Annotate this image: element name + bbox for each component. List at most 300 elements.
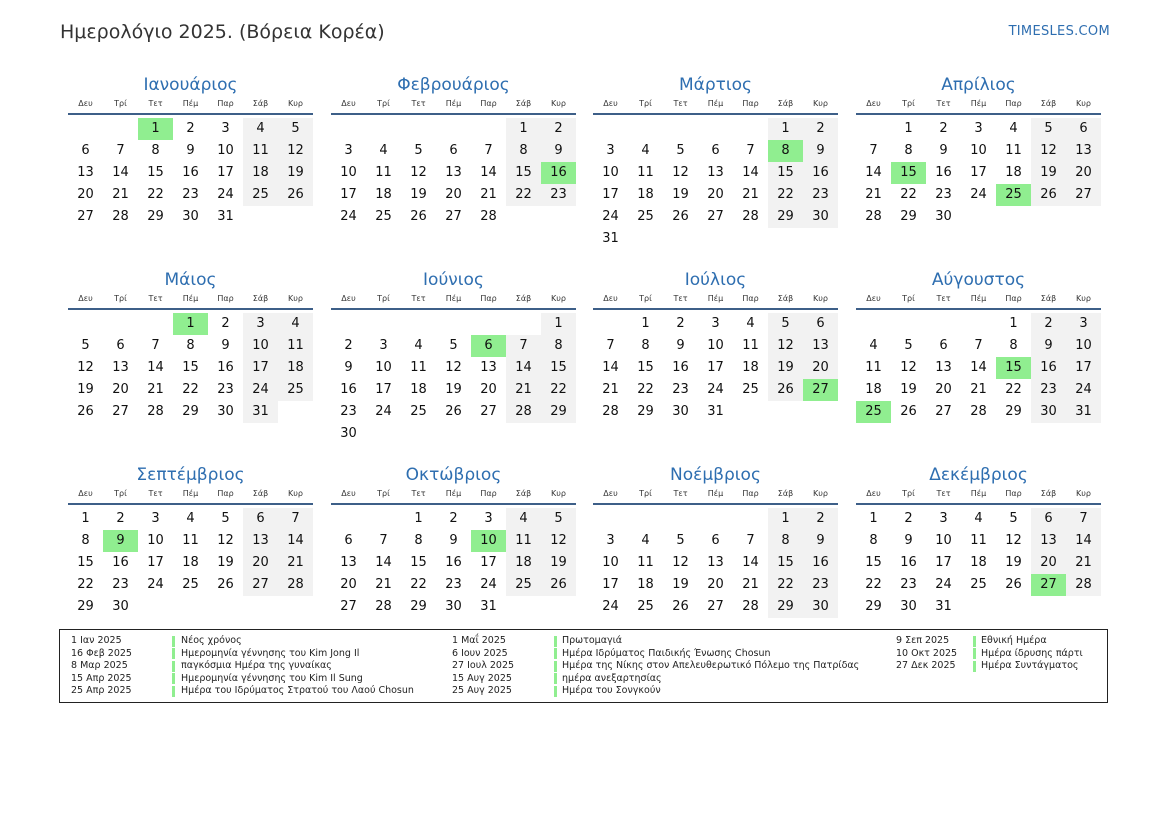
day-cell: 30 (445, 599, 462, 614)
day-cell: 2 (1031, 313, 1066, 335)
day-cell: 26 (1031, 184, 1066, 206)
day-cell: 25 (278, 379, 313, 401)
day-cell: 1 (81, 511, 90, 526)
day-cell: 18 (742, 360, 759, 375)
weekday-label: Παρ (480, 294, 497, 303)
holiday-date: 1 Ιαν 2025 (71, 635, 122, 646)
day-cell: 17 (1066, 357, 1101, 379)
weekday-label: Κυρ (1076, 294, 1091, 303)
day-cell: 1 (768, 118, 803, 140)
holiday-legend (59, 629, 1108, 703)
day-cell: 25 (410, 404, 427, 419)
day-cell: 22 (1005, 382, 1022, 397)
day-cell: 27 (1066, 184, 1101, 206)
weekday-label: Σάβ (515, 294, 532, 303)
day-cell: 2 (676, 316, 685, 331)
day-grid (856, 505, 1101, 618)
weekday-header (68, 487, 313, 505)
weekday-label: Πέμ (970, 99, 987, 108)
weekday-header (331, 487, 576, 505)
holiday-date: 10 Οκτ 2025 (896, 647, 958, 659)
weekday-label: Παρ (742, 489, 759, 498)
empty-cell (593, 118, 628, 140)
day-cell: 9 (939, 143, 948, 158)
day-cell: 31 (707, 404, 724, 419)
day-cell: 4 (243, 118, 278, 140)
day-cell: 28 (278, 574, 313, 596)
day-cell: 1 (506, 118, 541, 140)
day-cell: 11 (865, 360, 882, 375)
empty-cell (698, 508, 733, 530)
day-cell: 25 (182, 577, 199, 592)
month-calendar (856, 73, 1101, 228)
holiday-day-cell: 6 (471, 335, 506, 357)
empty-cell (331, 508, 366, 530)
weekday-label: Παρ (742, 99, 759, 108)
day-cell: 23 (672, 382, 689, 397)
day-cell: 30 (1031, 401, 1066, 423)
weekday-label: Τρί (639, 294, 652, 303)
day-cell: 17 (602, 577, 619, 592)
holiday-marker (554, 686, 557, 697)
day-grid (331, 505, 576, 618)
day-cell: 20 (707, 187, 724, 202)
day-cell: 8 (81, 533, 90, 548)
day-cell: 6 (711, 533, 720, 548)
weekday-label: Πέμ (445, 99, 462, 108)
day-cell: 16 (900, 555, 917, 570)
day-cell: 5 (81, 338, 90, 353)
day-cell: 28 (147, 404, 164, 419)
site-link[interactable]: TIMESLES.COM (1008, 24, 1110, 39)
month-title: Μάρτιος (678, 75, 753, 95)
holiday-marker (172, 661, 175, 672)
day-cell: 14 (742, 555, 759, 570)
day-cell: 30 (182, 209, 199, 224)
weekday-label: Τρί (377, 294, 390, 303)
day-cell: 21 (480, 187, 497, 202)
day-cell: 14 (278, 530, 313, 552)
month-title: Ιούνιος (423, 270, 484, 290)
day-cell: 13 (77, 165, 94, 180)
day-cell: 8 (541, 335, 576, 357)
holiday-name: Εθνική Ημέρα (981, 635, 1047, 646)
day-cell: 7 (379, 533, 388, 548)
day-cell: 28 (970, 404, 987, 419)
holiday-name: Πρωτομαγιά (562, 635, 623, 646)
holiday-marker (973, 648, 976, 659)
day-cell: 29 (865, 599, 882, 614)
month-calendar (856, 463, 1101, 618)
day-cell: 18 (506, 552, 541, 574)
weekday-label: Πέμ (707, 489, 724, 498)
day-cell: 4 (641, 533, 650, 548)
day-grid (593, 505, 838, 618)
day-cell: 21 (375, 577, 392, 592)
day-cell: 24 (340, 209, 357, 224)
day-cell: 20 (803, 357, 838, 379)
day-cell: 11 (970, 533, 987, 548)
empty-cell (663, 508, 698, 530)
day-cell: 18 (865, 382, 882, 397)
day-cell: 20 (1066, 162, 1101, 184)
weekday-label: Δευ (341, 489, 356, 498)
day-cell: 14 (742, 165, 759, 180)
day-cell: 4 (186, 511, 195, 526)
day-cell: 15 (410, 555, 427, 570)
weekday-label: Κυρ (1076, 489, 1091, 498)
weekday-label: Σάβ (252, 99, 269, 108)
weekday-label: Δευ (341, 99, 356, 108)
day-grid (68, 310, 313, 423)
day-cell: 15 (865, 555, 882, 570)
day-cell: 27 (707, 209, 724, 224)
month-calendar (68, 268, 313, 423)
weekday-label: Σάβ (777, 294, 794, 303)
day-cell: 14 (147, 360, 164, 375)
day-cell: 18 (278, 357, 313, 379)
day-cell: 26 (768, 379, 803, 401)
day-cell: 24 (480, 577, 497, 592)
day-cell: 26 (217, 577, 234, 592)
holiday-marker (973, 636, 976, 647)
day-cell: 7 (606, 338, 615, 353)
month-title: Οκτώβριος (405, 465, 502, 485)
day-cell: 11 (1005, 143, 1022, 158)
day-cell: 12 (1005, 533, 1022, 548)
day-cell: 10 (375, 360, 392, 375)
day-cell: 6 (116, 338, 125, 353)
day-cell: 3 (606, 143, 615, 158)
day-cell: 22 (147, 187, 164, 202)
day-cell: 26 (445, 404, 462, 419)
day-cell: 20 (445, 187, 462, 202)
day-cell: 11 (410, 360, 427, 375)
day-cell: 11 (278, 335, 313, 357)
weekday-label: Δευ (866, 99, 881, 108)
weekday-label: Παρ (480, 99, 497, 108)
weekday-label: Τετ (936, 294, 951, 303)
day-cell: 22 (900, 187, 917, 202)
day-cell: 8 (869, 533, 878, 548)
day-cell: 3 (974, 121, 983, 136)
day-grid (593, 310, 838, 423)
weekday-label: Δευ (78, 489, 93, 498)
day-cell: 24 (1066, 379, 1101, 401)
weekday-label: Δευ (341, 294, 356, 303)
day-cell: 9 (904, 533, 913, 548)
holiday-marker (554, 661, 557, 672)
weekday-label: Κυρ (813, 294, 828, 303)
holiday-marker (973, 661, 976, 672)
empty-cell (103, 118, 138, 140)
day-grid (856, 310, 1101, 423)
weekday-label: Σάβ (252, 489, 269, 498)
holiday-day-cell: 8 (768, 140, 803, 162)
holiday-day-cell: 15 (996, 357, 1031, 379)
day-cell: 26 (410, 209, 427, 224)
day-cell: 7 (278, 508, 313, 530)
day-cell: 6 (243, 508, 278, 530)
day-cell: 30 (340, 426, 357, 441)
day-cell: 15 (768, 552, 803, 574)
day-cell: 12 (541, 530, 576, 552)
weekday-label: Σάβ (777, 99, 794, 108)
holiday-day-cell: 9 (103, 530, 138, 552)
weekday-label: Τετ (673, 99, 688, 108)
weekday-header (593, 487, 838, 505)
weekday-label: Τρί (902, 294, 915, 303)
month-title: Αύγουστος (931, 270, 1026, 290)
empty-cell (436, 313, 471, 335)
holiday-day-cell: 25 (856, 401, 891, 423)
day-cell: 8 (506, 140, 541, 162)
day-cell: 14 (375, 555, 392, 570)
day-cell: 24 (217, 187, 234, 202)
weekday-label: Δευ (603, 489, 618, 498)
day-cell: 20 (935, 382, 952, 397)
weekday-label: Πέμ (182, 489, 199, 498)
day-cell: 7 (869, 143, 878, 158)
holiday-name: Ημέρα Ιδρύματος Παιδικής Ένωσης Chosun (562, 647, 771, 659)
weekday-label: Παρ (217, 489, 234, 498)
day-cell: 30 (112, 599, 129, 614)
weekday-label: Παρ (480, 489, 497, 498)
day-cell: 13 (480, 360, 497, 375)
holiday-date: 8 Μαρ 2025 (71, 660, 128, 671)
weekday-label: Παρ (1005, 489, 1022, 498)
holiday-date: 1 Μαΐ 2025 (452, 635, 506, 646)
day-cell: 19 (278, 162, 313, 184)
day-cell: 20 (340, 577, 357, 592)
day-cell: 26 (900, 404, 917, 419)
day-cell: 9 (541, 140, 576, 162)
day-cell: 28 (1066, 574, 1101, 596)
weekday-label: Τετ (411, 294, 426, 303)
day-cell: 20 (480, 382, 497, 397)
month-calendar (593, 73, 838, 250)
day-cell: 16 (340, 382, 357, 397)
day-cell: 24 (602, 209, 619, 224)
empty-cell (891, 313, 926, 335)
empty-cell (926, 313, 961, 335)
day-cell: 13 (243, 530, 278, 552)
day-cell: 22 (182, 382, 199, 397)
day-cell: 25 (637, 599, 654, 614)
day-cell: 31 (217, 209, 234, 224)
weekday-label: Πέμ (707, 294, 724, 303)
holiday-date: 15 Απρ 2025 (71, 672, 132, 684)
month-title: Φεβρουάριος (397, 75, 510, 95)
day-cell: 2 (803, 508, 838, 530)
holiday-day-cell: 15 (891, 162, 926, 184)
empty-cell (856, 118, 891, 140)
weekday-label: Κυρ (288, 294, 303, 303)
day-cell: 9 (449, 533, 458, 548)
day-cell: 18 (637, 577, 654, 592)
empty-cell (471, 118, 506, 140)
weekday-header (331, 97, 576, 115)
weekday-label: Τρί (114, 99, 127, 108)
day-cell: 23 (445, 577, 462, 592)
weekday-label: Παρ (217, 99, 234, 108)
holiday-marker (172, 636, 175, 647)
holiday-date: 6 Ιουν 2025 (452, 647, 508, 659)
weekday-label: Τετ (411, 489, 426, 498)
day-cell: 3 (939, 511, 948, 526)
empty-cell (366, 118, 401, 140)
holiday-marker (554, 648, 557, 659)
weekday-header (856, 292, 1101, 310)
weekday-label: Τρί (377, 489, 390, 498)
empty-cell (68, 313, 103, 335)
day-grid (68, 115, 313, 228)
day-cell: 6 (1066, 118, 1101, 140)
day-cell: 21 (112, 187, 129, 202)
day-cell: 24 (602, 599, 619, 614)
weekday-header (331, 292, 576, 310)
day-cell: 10 (707, 338, 724, 353)
day-cell: 17 (935, 555, 952, 570)
day-cell: 2 (939, 121, 948, 136)
month-title: Δεκέμβριος (929, 465, 1028, 485)
day-cell: 5 (676, 143, 685, 158)
day-cell: 2 (221, 316, 230, 331)
month-calendar (331, 73, 576, 228)
day-cell: 19 (1031, 162, 1066, 184)
holiday-day-cell: 1 (138, 118, 173, 140)
day-cell: 12 (1031, 140, 1066, 162)
day-cell: 31 (480, 599, 497, 614)
day-cell: 12 (217, 533, 234, 548)
day-cell: 10 (602, 165, 619, 180)
day-cell: 6 (449, 143, 458, 158)
weekday-label: Τετ (148, 294, 163, 303)
day-cell: 12 (768, 335, 803, 357)
day-cell: 5 (1009, 511, 1018, 526)
holiday-name: ημέρα ανεξαρτησίας (562, 672, 662, 684)
empty-cell (733, 508, 768, 530)
day-cell: 27 (445, 209, 462, 224)
day-cell: 19 (445, 382, 462, 397)
day-cell: 26 (541, 574, 576, 596)
day-grid (856, 115, 1101, 228)
day-cell: 13 (803, 335, 838, 357)
day-cell: 4 (869, 338, 878, 353)
day-cell: 9 (221, 338, 230, 353)
day-cell: 12 (77, 360, 94, 375)
day-cell: 17 (217, 165, 234, 180)
day-cell: 11 (506, 530, 541, 552)
weekday-label: Κυρ (288, 489, 303, 498)
holiday-date: 16 Φεβ 2025 (71, 647, 132, 659)
day-cell: 27 (340, 599, 357, 614)
day-cell: 26 (278, 184, 313, 206)
weekday-label: Δευ (866, 489, 881, 498)
day-cell: 17 (970, 165, 987, 180)
weekday-label: Σάβ (1040, 294, 1057, 303)
day-cell: 14 (480, 165, 497, 180)
day-cell: 27 (707, 599, 724, 614)
day-cell: 16 (803, 162, 838, 184)
empty-cell (628, 118, 663, 140)
day-cell: 13 (445, 165, 462, 180)
weekday-label: Τετ (936, 99, 951, 108)
day-cell: 9 (676, 338, 685, 353)
holiday-date: 15 Αυγ 2025 (452, 672, 512, 684)
weekday-label: Κυρ (813, 489, 828, 498)
day-cell: 3 (711, 316, 720, 331)
day-cell: 22 (77, 577, 94, 592)
day-cell: 19 (1005, 555, 1022, 570)
day-cell: 27 (112, 404, 129, 419)
day-cell: 12 (900, 360, 917, 375)
day-cell: 29 (541, 401, 576, 423)
holiday-day-cell: 10 (471, 530, 506, 552)
holiday-day-cell: 25 (996, 184, 1031, 206)
holiday-date: 25 Απρ 2025 (71, 685, 132, 696)
empty-cell (401, 118, 436, 140)
empty-cell (366, 508, 401, 530)
weekday-label: Κυρ (551, 99, 566, 108)
month-title: Νοέμβριος (670, 465, 761, 485)
day-cell: 21 (506, 379, 541, 401)
day-cell: 20 (112, 382, 129, 397)
holiday-day-cell: 27 (803, 379, 838, 401)
day-cell: 10 (217, 143, 234, 158)
empty-cell (961, 313, 996, 335)
day-cell: 17 (602, 187, 619, 202)
weekday-label: Σάβ (515, 489, 532, 498)
day-cell: 7 (506, 335, 541, 357)
day-cell: 3 (484, 511, 493, 526)
weekday-label: Δευ (603, 99, 618, 108)
day-cell: 28 (602, 404, 619, 419)
day-cell: 15 (768, 162, 803, 184)
day-grid (331, 310, 576, 445)
day-cell: 10 (147, 533, 164, 548)
day-cell: 19 (410, 187, 427, 202)
day-cell: 20 (243, 552, 278, 574)
day-cell: 1 (641, 316, 650, 331)
weekday-label: Κυρ (1076, 99, 1091, 108)
day-cell: 9 (186, 143, 195, 158)
empty-cell (733, 118, 768, 140)
day-cell: 23 (112, 577, 129, 592)
day-cell: 2 (344, 338, 353, 353)
day-cell: 29 (768, 206, 803, 228)
empty-cell (628, 508, 663, 530)
day-cell: 8 (904, 143, 913, 158)
day-cell: 24 (243, 379, 278, 401)
day-cell: 18 (182, 555, 199, 570)
day-cell: 22 (865, 577, 882, 592)
weekday-label: Πέμ (182, 294, 199, 303)
day-cell: 19 (541, 552, 576, 574)
day-cell: 14 (865, 165, 882, 180)
day-cell: 17 (480, 555, 497, 570)
day-cell: 29 (1005, 404, 1022, 419)
day-cell: 5 (541, 508, 576, 530)
weekday-label: Παρ (742, 294, 759, 303)
day-cell: 4 (1009, 121, 1018, 136)
day-cell: 22 (637, 382, 654, 397)
day-cell: 24 (970, 187, 987, 202)
holiday-name: Νέος χρόνος (181, 635, 242, 646)
day-cell: 7 (746, 143, 755, 158)
day-cell: 13 (707, 165, 724, 180)
day-cell: 18 (637, 187, 654, 202)
